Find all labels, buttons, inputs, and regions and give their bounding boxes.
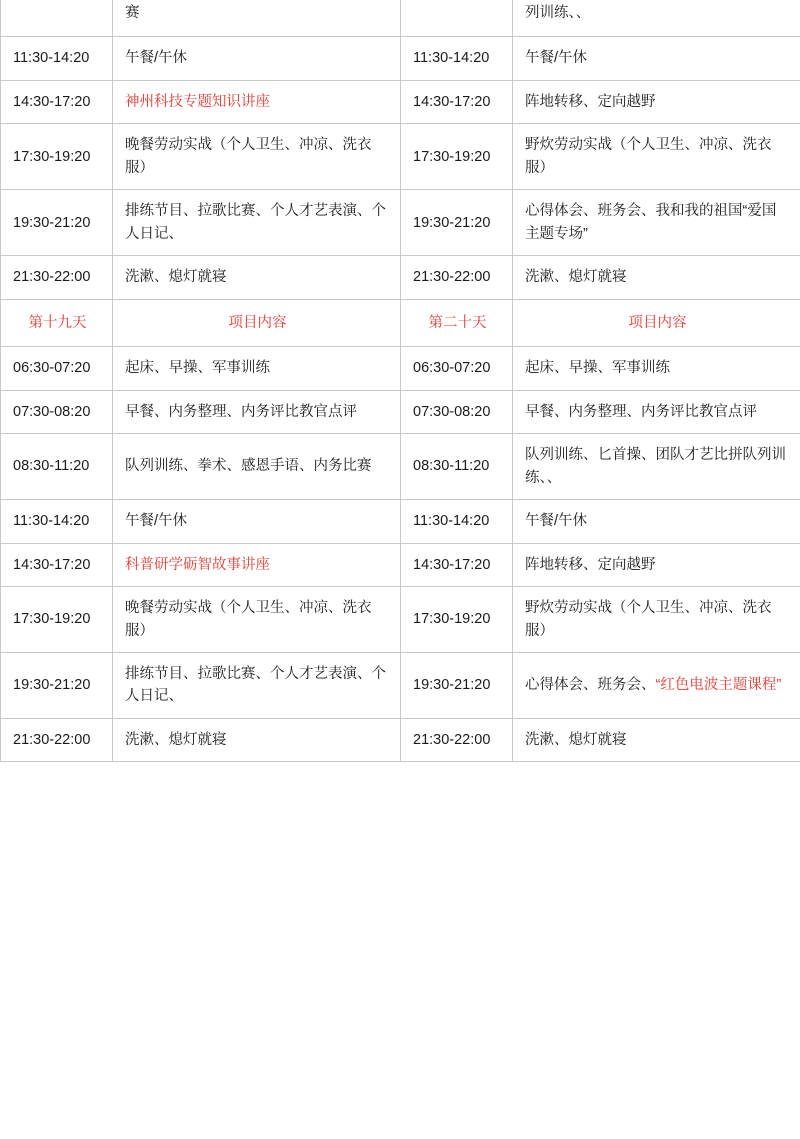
cell-content-left: 队列训练、拳术、感恩手语、内务比赛 — [113, 434, 401, 500]
table-row — [1, 124, 800, 190]
cell-time-right: 17:30-19:20 — [401, 587, 513, 653]
cell-content-2: 列训练、、 — [513, 0, 800, 37]
content-highlight: “红色电波主题课程” — [655, 677, 782, 694]
cell-content-left: 晚餐劳动实战（个人卫生、冲凉、洗衣服） — [113, 587, 401, 653]
cell-content-left: 排练节目、拉歌比赛、个人才艺表演、个人日记、 — [113, 652, 401, 718]
cell-time-right: 21:30-22:00 — [401, 718, 513, 761]
day-label-left: 第十九天 — [1, 299, 113, 346]
cell-time-2 — [401, 0, 513, 37]
cell-content-left: 洗漱、熄灯就寝 — [113, 256, 401, 299]
schedule-rows — [1, 37, 800, 762]
cell-time-right: 08:30-11:20 — [401, 434, 513, 500]
cell-time-right: 17:30-19:20 — [401, 124, 513, 190]
column-header-right: 项目内容 — [513, 299, 800, 346]
cell-time-right: 14:30-17:20 — [401, 543, 513, 586]
cell-content-right: 野炊劳动实战（个人卫生、冲凉、洗衣服） — [513, 587, 800, 653]
cell-time-right: 19:30-21:20 — [401, 652, 513, 718]
cell-time-left: 19:30-21:20 — [1, 190, 113, 256]
table-row — [1, 434, 800, 500]
table-row — [1, 390, 800, 433]
cell-content-right: 起床、早操、军事训练 — [513, 347, 800, 390]
cell-time-right: 14:30-17:20 — [401, 80, 513, 123]
table-row — [1, 543, 800, 586]
cell-time-left: 07:30-08:20 — [1, 390, 113, 433]
table-row — [1, 718, 800, 761]
cell-content-1: 赛 — [113, 0, 401, 37]
column-header-left: 项目内容 — [113, 299, 401, 346]
cell-content-left: 洗漱、熄灯就寝 — [113, 718, 401, 761]
cell-content-right: 午餐/午休 — [513, 37, 800, 80]
cell-content-left: 神州科技专题知识讲座 — [113, 80, 401, 123]
cell-time-right: 06:30-07:20 — [401, 347, 513, 390]
cell-content-right: 午餐/午休 — [513, 500, 800, 543]
cell-time-right: 21:30-22:00 — [401, 256, 513, 299]
cell-time-left: 21:30-22:00 — [1, 718, 113, 761]
cell-time-left: 11:30-14:20 — [1, 500, 113, 543]
cell-content-right — [513, 652, 800, 718]
table-row — [1, 37, 800, 80]
table-row — [1, 80, 800, 123]
table-row — [1, 587, 800, 653]
table-row — [1, 190, 800, 256]
cell-time-left: 14:30-17:20 — [1, 543, 113, 586]
day-label-right: 第二十天 — [401, 299, 513, 346]
cell-content-left: 起床、早操、军事训练 — [113, 347, 401, 390]
cell-time-left: 17:30-19:20 — [1, 587, 113, 653]
table-header-row — [1, 299, 800, 346]
cell-time-left: 06:30-07:20 — [1, 347, 113, 390]
table-row — [1, 347, 800, 390]
content-text: 心得体会、班务会、 — [525, 677, 656, 694]
cell-content-right: 洗漱、熄灯就寝 — [513, 718, 800, 761]
cell-content-left: 排练节目、拉歌比赛、个人才艺表演、个人日记、 — [113, 190, 401, 256]
cell-content-left: 早餐、内务整理、内务评比教官点评 — [113, 390, 401, 433]
schedule-table-body — [1, 0, 800, 37]
cell-time-right: 11:30-14:20 — [401, 500, 513, 543]
cell-content-right: 阵地转移、定向越野 — [513, 80, 800, 123]
cell-content-right: 队列训练、匕首操、团队才艺比拼队列训练、、 — [513, 434, 800, 500]
cell-content-right: 野炊劳动实战（个人卫生、冲凉、洗衣服） — [513, 124, 800, 190]
cell-content-right: 洗漱、熄灯就寝 — [513, 256, 800, 299]
table-row-partial — [1, 0, 800, 37]
cell-time-right: 07:30-08:20 — [401, 390, 513, 433]
table-row — [1, 500, 800, 543]
cell-content-right: 阵地转移、定向越野 — [513, 543, 800, 586]
cell-time-left: 21:30-22:00 — [1, 256, 113, 299]
cell-time-left: 19:30-21:20 — [1, 652, 113, 718]
cell-time-left: 17:30-19:20 — [1, 124, 113, 190]
cell-content-left: 午餐/午休 — [113, 37, 401, 80]
cell-time-1 — [1, 0, 113, 37]
cell-time-left: 11:30-14:20 — [1, 37, 113, 80]
table-row — [1, 256, 800, 299]
cell-time-left: 14:30-17:20 — [1, 80, 113, 123]
cell-time-left: 08:30-11:20 — [1, 434, 113, 500]
cell-time-right: 19:30-21:20 — [401, 190, 513, 256]
cell-content-left: 午餐/午休 — [113, 500, 401, 543]
table-row — [1, 652, 800, 718]
cell-content-right: 早餐、内务整理、内务评比教官点评 — [513, 390, 800, 433]
cell-content-right: 心得体会、班务会、我和我的祖国“爱国主题专场” — [513, 190, 800, 256]
cell-content-left: 晚餐劳动实战（个人卫生、冲凉、洗衣服） — [113, 124, 401, 190]
cell-content-left: 科普研学砺智故事讲座 — [113, 543, 401, 586]
cell-time-right: 11:30-14:20 — [401, 37, 513, 80]
